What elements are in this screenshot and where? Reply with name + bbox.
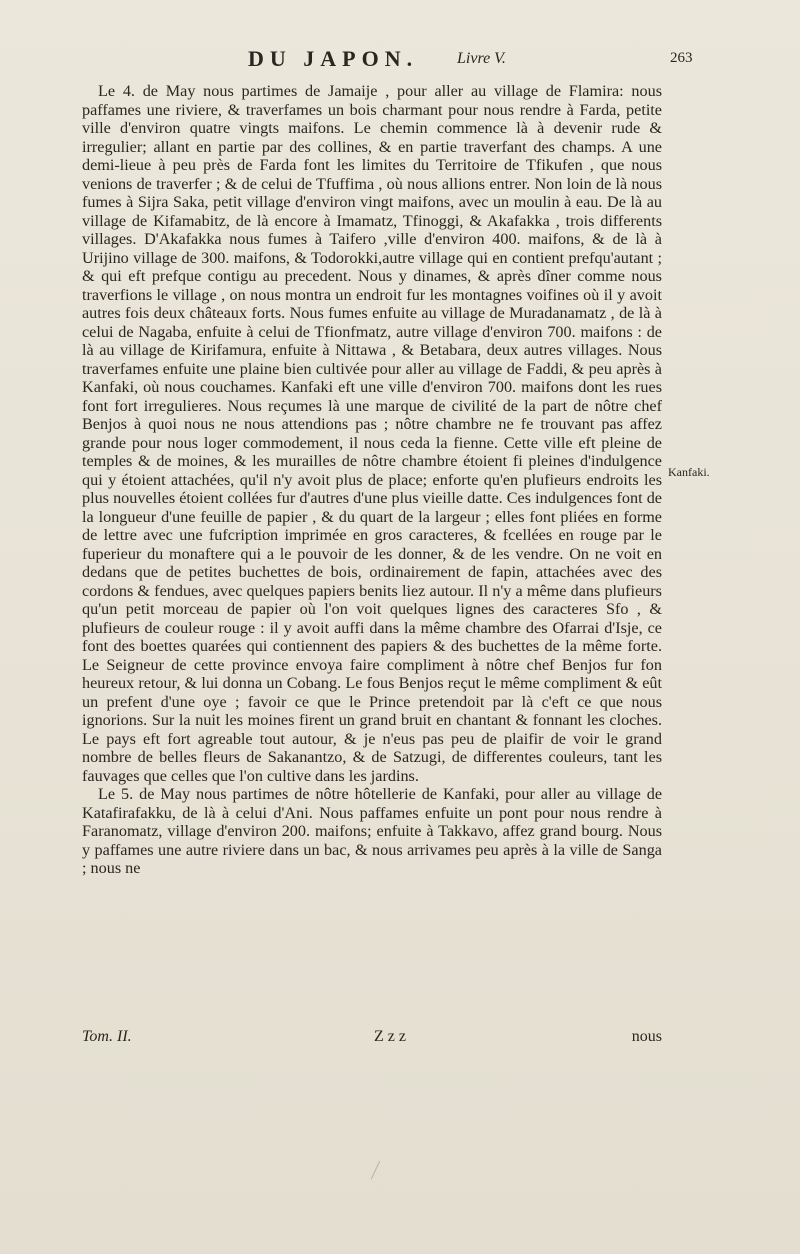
page-number: 263 — [670, 50, 693, 66]
running-title: DU JAPON. — [248, 46, 419, 71]
body-text — [82, 82, 662, 878]
running-header — [200, 46, 700, 76]
book-label: Livre V. — [457, 50, 506, 67]
paragraph: Le 5. de May nous partimes de nôtre hôtellerie de Kanfaki, pour aller au village de Katafirafakku, de là à celui d'Ani. Nous paffames enfuite un pont pour nous rendre à Faranomatz, village d'environ 200. maifons; enfuite à Takkavo, affez grand bourg. Nous y paffames une autre riviere dans un bac, & nous arrivames peu après à la ville de Sanga ; nous ne — [82, 785, 662, 877]
page-footer — [82, 1028, 662, 1048]
paper-crease — [371, 1161, 380, 1180]
margin-note: Kanfaki. — [668, 465, 710, 479]
paragraph: Le 4. de May nous partimes de Jamaije , pour aller au village de Flamira: nous paffames une riviere, & traverfames un bois charmant pour nous rendre à Farda, petite ville d'environ quatre vingts maifons. Le chemin commence là à devenir rude & irregulier; allant en partie par des collines, & en partie traverfant des champs. A une demi-lieue à peu près de Farda font les limites du Territoire de Tfikufen , que nous venions de traverfer ; & de celui de Tfuffima , où nous allions entrer. Non loin de là nous fumes à Sijra Saka, petit village d'environ vingt maifons, avec un moulin à eau. De là au village de Kifamabitz, de là encore à Imamatz, Tfinoggi, & Akafakka , trois differents villages. D'Akafakka nous fumes à Taifero ,ville d'environ 400. maifons, & de là à Urijino village de 300. maifons, & Todorokki,autre village qui en contient prefqu'autant ; & qui eft prefque contigu au precedent. Nous y dinames, & après dîner comme nous traverfions le village , on nous montra un endroit fur les montagnes voifines où il y avoit autres fois deux châteaux forts. Nous fumes enfuite au village de Muradanamatz , de là à celui de Nagaba, enfuite à celui de Tfionfmatz, autre village d'environ 700. maifons : de là au village de Kirifamura, enfuite à Nittawa , & Betabara, deux autres villages. Nous traverfames enfuite une plaine bien cultivée pour aller au village de Faddi, & peu après à Kanfaki, où nous couchames. Kanfaki eft une ville d'environ 700. maifons dont les rues font fort irregulieres. Nous reçumes là une marque de civilité de la part de nôtre chef Benjos à quoi nous ne nous attendions pas ; nôtre chambre ne fe trouvant pas affez grande pour nous loger commodement, il nous ceda la fienne. Cette ville eft pleine de temples & de moines, & les murailles de nôtre chambre étoient fi pleines d'indulgence qui y étoient attachées, qu'il n'y avoit plus de place; enforte qu'en plufieurs endroits les plus nouvelles étoient collées fur d'autres d'une plus vieille datte. Ces indulgences font de la longueur d'une feuille de papier , & du quart de la largeur ; elles font pliées en forme de lettre avec une fufcription imprimée en gros caracteres, & fcellées en rouge par le fuperieur du monaftere qui a le pouvoir de les donner, & de les vendre. On ne voit en dedans que de petites buchettes de bois, ordinairement de fapin, attachées avec des cordons & fendues, avec quelques papiers benits liez autour. Il n'y a même dans plufieurs qu'un petit morceau de papier où l'on voit quelques lignes des caracteres Sfo , & plufieurs de couleur rouge : il y avoit auffi dans la même chambre des Ofarrai d'Isje, ce font des boettes quarées qui contiennent des papiers & des buchettes de la même forte. Le Seigneur de cette province envoya faire compliment à nôtre chef Benjos fur fon heureux retour, & lui donna un Cobang. Le fous Benjos reçut le même compliment & eût un prefent d'une oye ; favoir ce que le Prince pretendoit par là c'eft ce que nous ignorions. Sur la nuit les moines firent un grand bruit en chantant & fonnant les cloches. Le pays eft fort agreable tout autour, & je n'eus pas peu de plaifir de voir le grand nombre de belles fleurs de Sakanantzo, & de Satzugi, de differentes couleurs, tant les fauvages que celles que l'on cultive dans les jardins. — [82, 82, 662, 785]
tome-label: Tom. II. — [82, 1028, 132, 1045]
signature-mark: Z z z — [374, 1028, 406, 1045]
catchword: nous — [631, 1028, 662, 1045]
